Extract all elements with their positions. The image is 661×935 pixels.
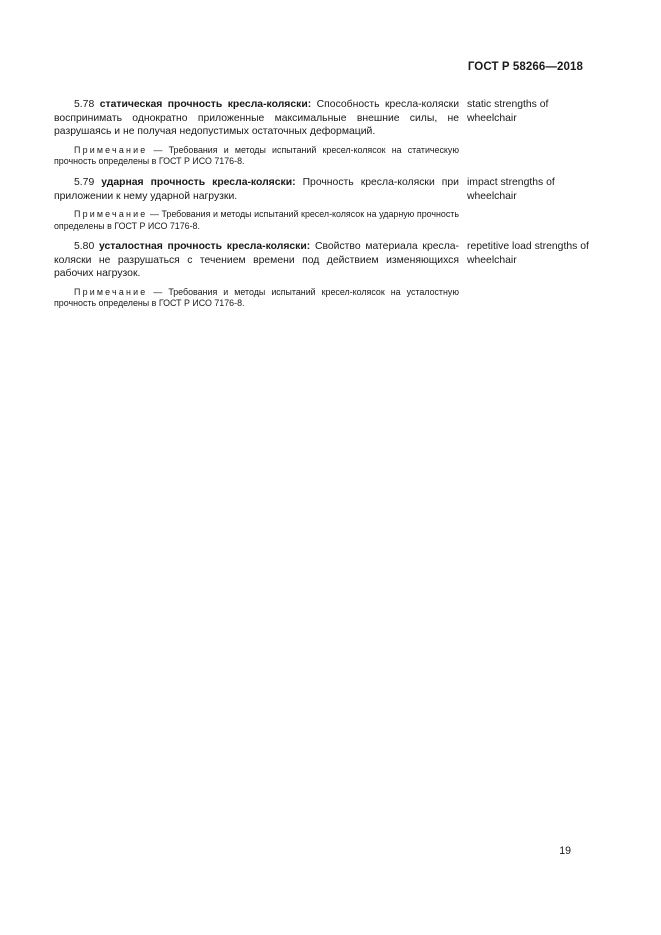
document-header: ГОСТ Р 58266—2018	[467, 61, 583, 73]
term-note	[54, 287, 459, 310]
term-entry	[54, 98, 459, 168]
term-number: 5.79	[74, 177, 95, 188]
term-definition-paragraph	[54, 240, 459, 281]
english-term: impact strengths of wheelchair	[467, 177, 555, 202]
term-name: усталостная прочность кресла-коляски:	[98, 241, 311, 252]
term-number: 5.80	[74, 241, 95, 252]
term-entry	[54, 176, 459, 232]
note-label: Примечание	[74, 144, 148, 155]
term-definition-paragraph	[54, 176, 459, 203]
term-entry	[54, 240, 459, 310]
english-term: repetitive load strengths of wheelchair	[467, 241, 589, 266]
note-text: — Требования и методы испытаний кресел-колясок на статическую прочность определены в ГОСТ Р ИСО 7176-8.	[54, 144, 459, 167]
term-definition-paragraph	[54, 98, 459, 139]
term-note	[54, 145, 459, 168]
note-label: Примечание	[74, 209, 148, 220]
term-note	[54, 209, 459, 232]
note-label: Примечание	[74, 286, 148, 297]
term-name: ударная прочность кресла-коляски:	[101, 177, 296, 188]
term-definition: Прочность кресла-коляски при приложении к нему ударной нагрузки.	[54, 177, 459, 202]
note-text: — Требования и методы испытаний кресел-колясок на усталостную прочность определены в ГОСТ Р ИСО 7176-8.	[54, 286, 459, 309]
note-text: — Требования и методы испытаний кресел-колясок на ударную прочность определены в ГОСТ Р ИСО 7176-8.	[54, 209, 459, 231]
term-definition: Свойство материала кресла-коляски не разрушаться с течением времени под действием изменяющихся рабочих нагрузок.	[54, 241, 460, 280]
page-number: 19	[559, 845, 571, 857]
term-definition: Способность кресла-коляски воспринимать однократно приложенные максимальные внешние силы, не разрушаясь и не получая недопустимых остаточных деформаций.	[54, 99, 460, 138]
term-number: 5.78	[74, 99, 95, 110]
term-name: статическая прочность кресла-коляски:	[99, 99, 312, 110]
english-term: static strengths of wheelchair	[467, 99, 549, 124]
